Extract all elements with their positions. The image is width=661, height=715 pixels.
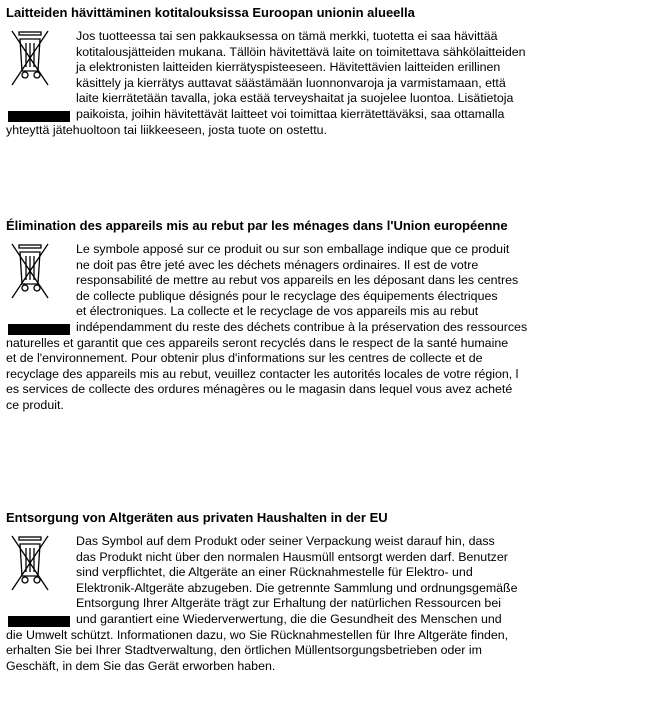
paragraph-line: Elektronik-Altgeräte abzugeben. Die getrennte Sammlung und ordnungsgemäße [76,580,518,595]
disposal-section-fr [6,218,658,414]
paragraph-line: paikoista, joihin hävitettävät laitteet voi toimittaa kierrätettäväksi, saa ottamalla [76,106,505,121]
section-body [6,29,658,138]
section-heading: Élimination des appareils mis au rebut par les ménages dans l'Union européenne [6,218,508,233]
paragraph-line: die Umwelt schützt. Informationen dazu, wo Sie Rücknahmestellen für Ihre Altgeräte finden, [6,627,509,642]
section-body [6,534,658,674]
paragraph-line: Das Symbol auf dem Produkt oder seiner Verpackung weist darauf hin, dass [76,534,495,548]
black-bar [8,324,70,335]
paragraph-line: recyclage des appareils mis au rebut, veuillez contacter les autorités locales de votre région, l [6,366,519,381]
paragraph-line: ja elektronisten laitteiden kierrätyspisteeseen. Hävitettävien laitteiden erillinen [76,60,501,75]
paragraph-line: naturelles et garantit que ces appareils seront recyclés dans le respect de la santé humaine [6,335,509,350]
paragraph-line: yhteyttä jätehuoltoon tai liikkeeseen, josta tuote on ostettu. [6,122,327,137]
paragraph-line: ce produit. [6,397,64,412]
paragraph-line: kotitalousjätteiden mukana. Tällöin hävitettävä laite on toimitettava sähkölaitteiden [76,44,526,59]
paragraph-line: es services de collecte des ordures ménagères ou le magasin dans lequel vous avez acheté [6,382,513,397]
paragraph-line: laite kierrätetään tavalla, joka estää terveyshaitat ja suojelee luontoa. Lisätietoja [76,91,514,106]
paragraph-line: ne doit pas être jeté avec les déchets ménagers ordinaires. Il est de votre [76,257,479,272]
paragraph-line: Jos tuotteessa tai sen pakkauksessa on tämä merkki, tuotetta ei saa hävittää [76,29,498,43]
paragraph-line: das Produkt nicht über den normalen Hausmüll entsorgt werden darf. Benutzer [76,549,508,564]
paragraph-line: Geschäft, in dem Sie das Gerät erworben haben. [6,658,276,673]
paragraph-line: erhalten Sie bei Ihrer Stadtverwaltung, den örtlichen Müllentsorgungsbetrieben oder im [6,643,482,658]
section-body [6,242,658,414]
paragraph-line: und garantiert eine Wiederverwertung, die die Gesundheit des Menschen und [76,611,502,626]
paragraph-line: responsabilité de mettre au rebut vos appareils en les déposant dans les centres [76,273,519,288]
black-bar [8,111,70,122]
disposal-section-fi [6,5,658,138]
paragraph-line: et électroniques. La collecte et le recyclage de vos appareils mis au rebut [76,304,479,319]
paragraph-line: et de l'environnement. Pour obtenir plus d'informations sur les centres de collecte et de [6,351,483,366]
paragraph-line: indépendamment du reste des déchets contribue à la préservation des ressources [76,319,528,334]
section-heading: Laitteiden hävittäminen kotitalouksissa Euroopan unionin alueella [6,5,415,20]
paragraph-line: Le symbole apposé sur ce produit ou sur son emballage indique que ce produit [76,242,510,256]
paragraph-line: sind verpflichtet, die Altgeräte an einer Rücknahmestelle für Elektro- und [76,565,473,580]
crossed-out-wheelie-bin-icon [10,534,50,596]
black-bar [8,616,70,627]
disposal-section-de [6,510,658,674]
paragraph-line: käsittely ja kierrätys auttavat säästämään luonnonvaroja ja varmistamaan, että [76,75,506,90]
paragraph-line: de collecte publique désignés pour le recyclage des équipements électriques [76,288,498,303]
crossed-out-wheelie-bin-icon [10,242,50,304]
paragraph-line: Entsorgung Ihrer Altgeräte trägt zur Erhaltung der natürlichen Ressourcen bei [76,596,501,611]
crossed-out-wheelie-bin-icon [10,29,50,91]
section-heading: Entsorgung von Altgeräten aus privaten Haushalten in der EU [6,510,388,525]
